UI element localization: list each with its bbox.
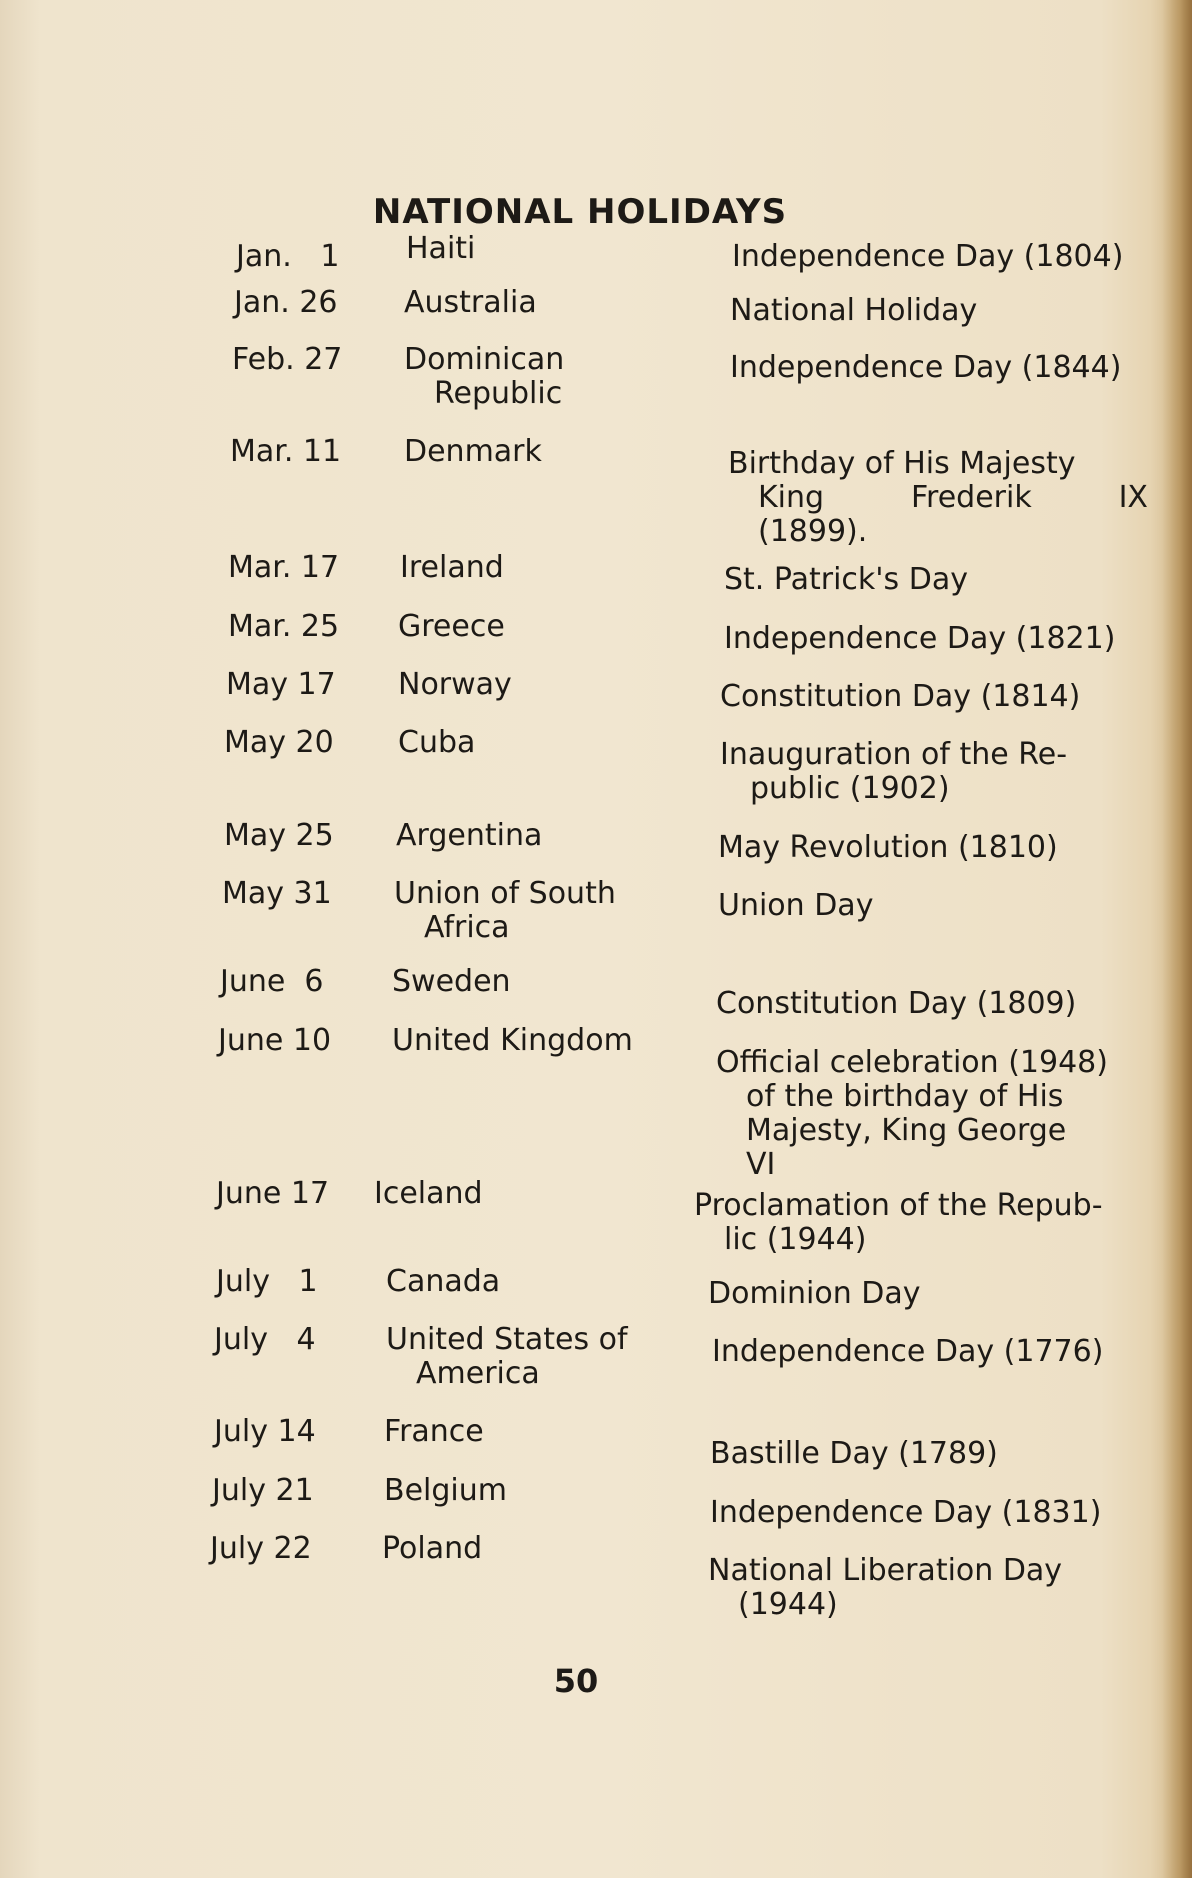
- holiday-date: May 25: [224, 818, 334, 853]
- holiday-date: May 31: [222, 876, 332, 911]
- holiday-date: June 17: [216, 1176, 330, 1211]
- country-line: Belgium: [384, 1473, 507, 1508]
- holiday-description: [720, 680, 1140, 714]
- holiday-country: [398, 668, 658, 702]
- holiday-date: Mar. 25: [228, 609, 340, 644]
- country-line: Poland: [382, 1531, 483, 1566]
- description-line: Independence Day (1844): [730, 350, 1122, 385]
- holiday-date: July 1: [216, 1264, 318, 1299]
- holiday-description: [708, 1554, 1128, 1622]
- holiday-description: [724, 622, 1144, 656]
- country-line: France: [384, 1414, 484, 1449]
- description-line: Union Day: [718, 888, 874, 923]
- country-line: Haiti: [406, 231, 476, 266]
- country-line: Union of South: [394, 876, 616, 911]
- holiday-date: June 6: [220, 964, 324, 999]
- description-line: Independence Day (1821): [724, 621, 1116, 656]
- description-line: Independence Day (1776): [712, 1334, 1104, 1369]
- holiday-description: [694, 1189, 1114, 1257]
- holiday-description: [710, 1437, 1130, 1471]
- holiday-country: [398, 726, 658, 760]
- country-line: Africa: [424, 910, 510, 945]
- holiday-date: July 21: [212, 1473, 314, 1508]
- holiday-description: [718, 889, 1138, 923]
- holiday-country: [386, 1265, 646, 1299]
- description-line: VI: [746, 1147, 776, 1182]
- description-line: Constitution Day (1814): [720, 679, 1081, 714]
- description-line: public (1902): [750, 771, 950, 806]
- holiday-description: [708, 1277, 1128, 1311]
- country-line: United States of: [386, 1322, 628, 1357]
- country-line: Cuba: [398, 725, 476, 760]
- description-line: Inauguration of the Re-: [720, 737, 1068, 772]
- book-spine-shadow: [1162, 0, 1192, 1878]
- country-line: Iceland: [374, 1176, 483, 1211]
- holiday-date: June 10: [218, 1023, 332, 1058]
- holiday-date: Jan. 1: [236, 239, 340, 274]
- description-line: Bastille Day (1789): [710, 1436, 998, 1471]
- holiday-description: [718, 831, 1138, 865]
- holiday-date: Feb. 27: [232, 342, 343, 377]
- holiday-date: May 17: [226, 667, 336, 702]
- description-line: Constitution Day (1809): [716, 986, 1077, 1021]
- holiday-country: [392, 1024, 652, 1058]
- description-line: Independence Day (1831): [710, 1495, 1102, 1530]
- holiday-date: July 4: [214, 1322, 316, 1357]
- holiday-country: [398, 610, 658, 644]
- country-line: Norway: [398, 667, 512, 702]
- description-line: National Holiday: [730, 293, 978, 328]
- holiday-country: [374, 1177, 634, 1211]
- holiday-description: [710, 1496, 1130, 1530]
- holiday-date: July 22: [210, 1531, 312, 1566]
- holiday-country: [396, 819, 656, 853]
- country-line: Republic: [434, 376, 563, 411]
- holiday-country: [386, 1323, 646, 1391]
- holiday-country: [404, 435, 664, 469]
- holiday-country: [392, 965, 652, 999]
- description-line: Official celebration (1948): [716, 1045, 1108, 1080]
- description-line: (1899).: [758, 514, 868, 549]
- holiday-description: [716, 1046, 1136, 1182]
- holiday-country: [382, 1532, 642, 1566]
- description-line: Birthday of His Majesty: [728, 446, 1076, 481]
- description-line: King Frederik IX: [758, 480, 1148, 515]
- description-line: of the birthday of His: [746, 1079, 1064, 1114]
- holiday-description: [732, 240, 1152, 274]
- holiday-date: July 14: [214, 1414, 316, 1449]
- holiday-description: [716, 987, 1136, 1021]
- holiday-description: [720, 738, 1140, 806]
- country-line: Argentina: [396, 818, 543, 853]
- description-line: Majesty, King George: [746, 1113, 1067, 1148]
- country-line: United Kingdom: [392, 1023, 633, 1058]
- holiday-country: [404, 343, 664, 411]
- description-line: May Revolution (1810): [718, 830, 1058, 865]
- page-title: NATIONAL HOLIDAYS: [372, 192, 788, 232]
- description-line: lic (1944): [724, 1222, 867, 1257]
- description-line: St. Patrick's Day: [724, 562, 968, 597]
- holiday-country: [406, 232, 666, 266]
- country-line: Sweden: [392, 964, 511, 999]
- description-line: Independence Day (1804): [732, 239, 1124, 274]
- holiday-description: [730, 294, 1150, 328]
- holiday-country: [404, 286, 664, 320]
- country-line: America: [416, 1356, 540, 1391]
- holiday-country: [384, 1474, 644, 1508]
- holiday-description: [728, 447, 1148, 549]
- holiday-description: [730, 351, 1150, 385]
- description-line: Proclamation of the Repub-: [694, 1188, 1103, 1223]
- holiday-date: Mar. 17: [228, 550, 340, 585]
- country-line: Denmark: [404, 434, 542, 469]
- page-number: 50: [553, 1662, 599, 1700]
- holiday-description: [712, 1335, 1132, 1369]
- description-line: National Liberation Day: [708, 1553, 1063, 1588]
- holiday-date: Jan. 26: [234, 285, 338, 320]
- country-line: Australia: [404, 285, 537, 320]
- holiday-date: Mar. 11: [230, 434, 342, 469]
- country-line: Ireland: [400, 550, 504, 585]
- holiday-country: [394, 877, 654, 945]
- description-line: (1944): [738, 1587, 838, 1622]
- holiday-date: May 20: [224, 725, 334, 760]
- country-line: Canada: [386, 1264, 501, 1299]
- holiday-country: [400, 551, 660, 585]
- holiday-country: [384, 1415, 644, 1449]
- country-line: Greece: [398, 609, 505, 644]
- holiday-description: [724, 563, 1144, 597]
- country-line: Dominican: [404, 342, 565, 377]
- description-line: Dominion Day: [708, 1276, 921, 1311]
